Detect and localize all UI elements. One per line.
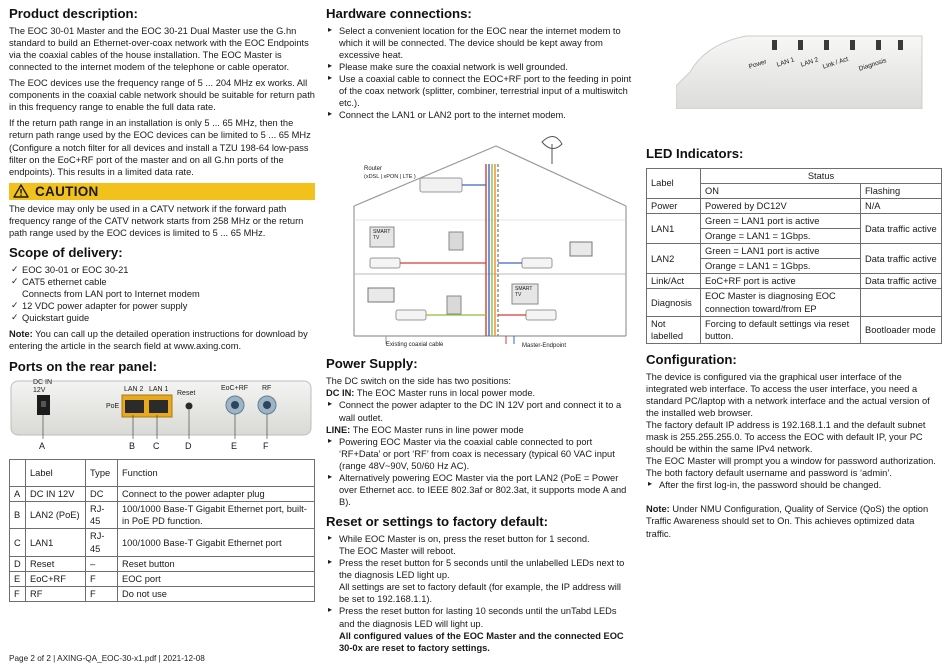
port-letter-a: A — [39, 441, 46, 452]
configuration-p3: The EOC Master will prompt you a window for password authorization. The both factory default username and password is ‘admin’. — [646, 456, 936, 479]
satellite-dish-icon — [542, 137, 562, 165]
table-row: B LAN2 (PoE) RJ-45 100/1000 Base-T Gigabit Ethernet port, built-in PoE PD function. — [10, 502, 315, 529]
page-footer: Page 2 of 2 | AXING-QA_EOC-30-x1.pdf | 2021-12-08 — [9, 654, 205, 663]
led-col-label: Label — [647, 168, 701, 198]
port-letter-d: D — [185, 441, 192, 452]
hardware-item: ▸ Use a coaxial cable to connect the EOC+RF port to the feeding in point of the coax network (splitter, combiner, terrestrial input of a multiswitch etc.). — [326, 73, 632, 109]
configuration-note: Note: Under NMU Configuration, Quality of Service (QoS) the option Traffic Awareness should set to On. This achieves optimized data traffic. — [646, 504, 929, 539]
configuration-list — [646, 479, 942, 491]
configuration-heading: Configuration: — [646, 351, 737, 367]
led-label-diagnosis: Diagnosis — [858, 57, 888, 73]
left-column — [9, 6, 315, 602]
rear-panel-figure — [9, 379, 315, 455]
scope-list — [9, 264, 315, 324]
power-intro: The DC switch on the side has two positions: — [326, 376, 511, 387]
table-row: LAN2 Green = LAN1 port is active Data traffic active — [647, 244, 942, 259]
power-dc: DC IN: The EOC Master runs in local power mode. — [326, 388, 536, 399]
ports-table — [9, 459, 315, 602]
dc-in-label: DC IN 12V — [33, 379, 53, 395]
configuration-p1: The device is configured via the graphical user interface of the integrated web interface. To access the user interface, you need a standard PC/laptop with a network interface and the actual version of the installed web browser. — [646, 371, 930, 418]
product-description-p3: If the return path range in an installation is only 5 ... 65 MHz, then the return path range used by the EOC devices can be limited to 5 ... 65 MHz (Configure a notch filter for all devices and install a TZU 198-64 low-pass filter on the EoC+RF port of the master and on all G.hn ports of the endpoints). This results in a limited data rate. — [9, 118, 311, 177]
product-description-p1: The EOC 30-01 Master and the EOC 30-21 Dual Master use the G.hn standard to build an Ethernet-over-coax network with the EOC Endpoints via the coaxial cables of the house installation. The EOC Master is connected to the internet modem of the telephone or cable operator. — [9, 25, 309, 73]
scope-heading: Scope of delivery: — [9, 245, 123, 261]
product-description-heading: Product description: — [9, 6, 138, 21]
led-col-flashing: Flashing — [861, 183, 942, 198]
col-function: Function — [118, 460, 315, 487]
router-label: Router — [364, 166, 383, 173]
hardware-item: ▸ Connect the LAN1 or LAN2 port to the internet modem. — [326, 109, 632, 121]
warning-icon — [13, 184, 29, 198]
reset-label: Reset — [177, 390, 196, 398]
poe-label: PoE — [106, 403, 120, 411]
hardware-item: ▸ Select a convenient location for the EOC near the internet modem to which it will be connected. The device should be kept away from excessive heat. — [326, 25, 632, 61]
power-line-item: ▸ Powering EOC Master via the coaxial cable connected to port ‘RF+Data’ or port ‘RF’ from coax is necessary (typical 60 VAC input (range 48V~90V, 50/60 Hz AC). — [326, 436, 632, 472]
right-column — [646, 6, 942, 544]
hardware-list — [326, 25, 632, 122]
table-row: E EoC+RF F EOC port — [10, 571, 315, 586]
master-endpoint-label: Master-Endpoint — [522, 343, 567, 350]
scope-item: ✓ CAT5 ethernet cable Connects from LAN port to Internet modem — [9, 276, 315, 300]
port-letter-c: C — [153, 441, 160, 452]
scope-item-sub: Connects from LAN port to Internet modem — [22, 289, 200, 300]
led-label-power: Power — [748, 58, 768, 71]
rf-label: RF — [262, 385, 272, 393]
caution-label: CAUTION — [35, 183, 99, 199]
reset-heading: Reset or settings to factory default: — [326, 514, 549, 530]
led-label-lan2: LAN 2 — [800, 56, 820, 69]
smart-tv-label: SMART TV — [373, 229, 391, 242]
router-sub-label: (xDSL | xPON | LTE ) — [364, 174, 416, 181]
port-letter-f: F — [263, 441, 269, 452]
hardware-item: ▸ Please make sure the coaxial network is well grounded. — [326, 61, 632, 73]
scope-item: ✓ EOC 30-01 or EOC 30-21 — [9, 264, 315, 276]
table-row: LAN1 Green = LAN1 port is active Data traffic active — [647, 214, 942, 229]
scope-note: Note: You can call up the detailed operation instructions for download by entering the article in the search field at www.axing.com. — [9, 329, 308, 352]
power-line-list — [326, 436, 632, 508]
ports-table-header — [10, 460, 315, 487]
col-type: Type — [86, 460, 118, 487]
hardware-heading: Hardware connections: — [326, 6, 472, 21]
configuration-item: ▸ After the first log-in, the password should be changed. — [646, 479, 942, 491]
power-line: LINE: The EOC Master runs in line power mode — [326, 424, 524, 435]
scope-item: ✓ 12 VDC power adapter for power supply — [9, 300, 315, 312]
scope-item: ✓ Quickstart guide — [9, 312, 315, 324]
table-row: F RF F Do not use — [10, 586, 315, 601]
table-row: Orange = LAN1 = 1Gbps. — [647, 229, 942, 244]
led-col-status: Status — [701, 168, 942, 183]
reset-list — [326, 533, 632, 654]
port-letter-e: E — [231, 441, 238, 452]
middle-column — [326, 6, 632, 657]
reset-item: ▸ Press the reset button for 5 seconds until the unlabelled LEDs next to the diagnosis LED light up. All settings are set to factory default (for example, the IP address will be set to 192.168.1.1). — [326, 557, 632, 605]
table-row: Diagnosis EOC Master is diagnosing EOC connection toward/from EP — [647, 289, 942, 316]
caution-banner — [9, 183, 315, 200]
col-label: Label — [26, 460, 86, 487]
led-heading: LED Indicators: — [646, 146, 744, 161]
ports-heading: Ports on the rear panel: — [9, 359, 158, 375]
table-row: Not labelled Forcing to default settings via reset button. Bootloader mode — [647, 316, 942, 343]
table-row: C LAN1 RJ-45 100/1000 Base-T Gigabit Ethernet port — [10, 529, 315, 556]
table-row: Link/Act EoC+RF port is active Data traffic active — [647, 274, 942, 289]
reset-item: ▸ While EOC Master is on, press the reset button for 1 second. The EOC Master will reboot. — [326, 533, 632, 557]
led-col-on: ON — [701, 183, 861, 198]
reset-item: ▸ Press the reset button for lasting 10 seconds until the unTabd LEDs and the diagnosis LED will light up. All configured values of the EOC Master and the connected EOC 30-0x are reset to factory settings. — [326, 605, 632, 653]
caution-text: The device may only be used in a CATV network if the forward path frequency range of the CATV network starts from 258 MHz or the return path range used by the EOC devices is limited to 5 ... 65 MHz. — [9, 203, 304, 238]
table-row: A DC IN 12V DC Connect to the power adapter plug — [10, 487, 315, 502]
lan2-label: LAN 2 — [124, 386, 144, 394]
existing-coax-label: Existing coaxial cable — [386, 342, 444, 349]
port-letter-b: B — [129, 441, 136, 452]
smart-tv-label: SMART TV — [515, 286, 533, 299]
power-line-item: ▸ Alternatively powering EOC Master via the port LAN2 (PoE = Power over Ethernet acc. to IEEE 802.3af or 802.3at, it supports mode A and B). — [326, 472, 632, 508]
device-front-photo — [676, 6, 946, 109]
table-row: Orange = LAN1 = 1Gbps. — [647, 259, 942, 274]
led-label-link: Link / Act — [822, 55, 850, 71]
table-row: D Reset – Reset button — [10, 556, 315, 571]
configuration-p2: The factory default IP address is 192.168.1.1 and the default subnet mask is 255.255.255.0. To access the EOC with default IP, your PC should be within the same IPv4 network. — [646, 419, 926, 455]
product-description-p2: The EOC devices use the frequency range of 5 ... 204 MHz ex works. All components in the coaxial cable network should be suitable for return path in this frequency range to enable the full data rate. — [9, 78, 315, 113]
network-diagram — [326, 124, 632, 352]
lan1-label: LAN 1 — [149, 386, 169, 394]
power-dc-list — [326, 399, 632, 423]
house-network-drawing — [326, 124, 632, 352]
power-heading: Power Supply: — [326, 356, 418, 372]
table-row: Power Powered by DC12V N/A — [647, 199, 942, 214]
led-table — [646, 168, 942, 344]
eocrf-label: EoC+RF — [221, 385, 249, 393]
power-dc-item: ▸ Connect the power adapter to the DC IN 12V port and connect it to a wall outlet. — [326, 399, 632, 423]
led-label-lan1: LAN 1 — [776, 56, 796, 69]
